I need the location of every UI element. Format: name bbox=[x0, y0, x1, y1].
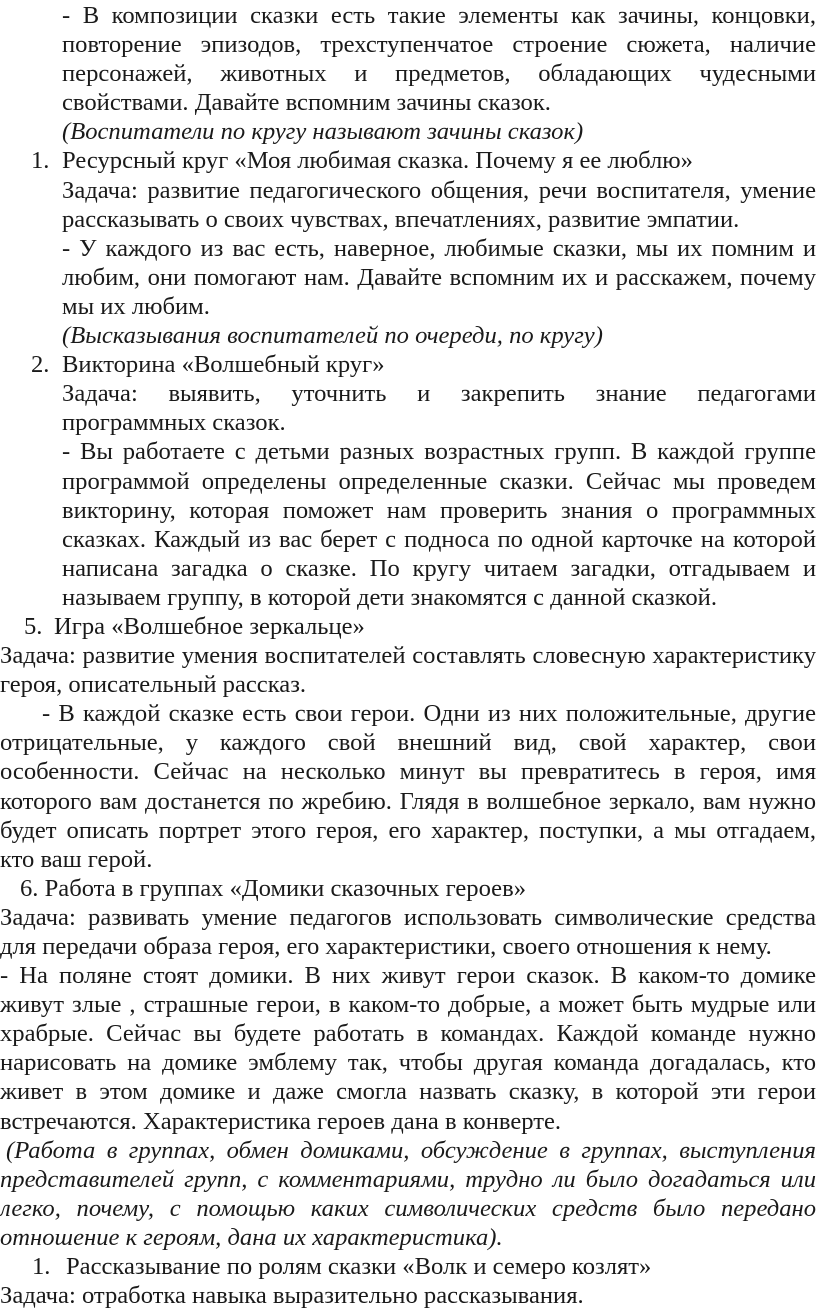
list-number: 1. bbox=[32, 1253, 51, 1281]
item5-task: Задача: развитие умения воспитателей составлять словесную характеристику героя, описательный рассказ. bbox=[0, 642, 816, 699]
list-item-title: Викторина «Волшебный круг» bbox=[62, 351, 385, 379]
intro-note: (Воспитатели по кругу называют зачины сказок) bbox=[62, 118, 584, 146]
item6-title: 6. Работа в группах «Домики сказочных героев» bbox=[20, 874, 527, 902]
item6-task: Задача: развивать умение педагогов использовать символические средства для передачи образа героя, его характеристики, своего отношения к нему. bbox=[0, 903, 816, 960]
item1-text: - У каждого из вас есть, наверное, любимые сказки, мы их помним и любим, они помогают нам. Давайте вспомним их и расскажем, почему мы их любим. bbox=[62, 234, 816, 320]
item6-note: (Работа в группах, обмен домиками, обсуждение в группах, выступления представителей групп, с комментариями, трудно ли было догадаться или легко, почему, с помощью каких символических средств было передано отношение к героям, дана их характеристика). bbox=[0, 1136, 816, 1251]
item7-task: Задача: отработка навыка выразительно рассказывания. bbox=[0, 1282, 584, 1310]
intro-paragraph: - В композиции сказки есть такие элементы как зачины, концовки, повторение эпизодов, трехступенчатое строение сюжета, наличие персонажей, животных и предметов, обладающих чудесными свойствами. Давайте вспомним зачины сказок. bbox=[62, 2, 816, 117]
item1-note: (Высказывания воспитателей по очереди, по кругу) bbox=[62, 322, 603, 350]
list-item-5 bbox=[0, 612, 816, 641]
item5-text: - В каждой сказке есть свои герои. Одни из них положительные, другие отрицательные, у каждого свой внешний вид, свой характер, свои особенности. Сейчас на несколько минут вы превратитесь в героя, имя которого вам достанется по жребию. Глядя в волшебное зеркало, вам нужно будет описать портрет этого героя, его характер, поступки, а мы отгадаем, кто ваш герой. bbox=[0, 700, 816, 873]
list-item-1 bbox=[0, 146, 816, 175]
item1-task: Задача: развитие педагогического общения, речи воспитателя, умение рассказывать о своих чувствах, впечатлениях, развитие эмпатии. bbox=[62, 176, 816, 233]
item2-text: - Вы работаете с детьми разных возрастных групп. В каждой группе программой определены определенные сказки. Сейчас мы проведем викторину, которая поможет нам проверить знания о программных сказках. Каждый из вас берет с подноса по одной карточке на которой написана загадка о сказке. По кругу читаем загадки, отгадываем и называем группу, в которой дети знакомятся с данной сказкой. bbox=[62, 438, 816, 611]
list-item-title: Игра «Волшебное зеркальце» bbox=[54, 612, 365, 640]
list-item-7 bbox=[0, 1252, 816, 1281]
item2-task: Задача: выявить, уточнить и закрепить знание педагогами программных сказок. bbox=[62, 380, 816, 437]
list-number: 1. bbox=[31, 147, 50, 175]
list-number: 2. bbox=[31, 351, 50, 379]
item6-text: - На поляне стоят домики. В них живут герои сказок. В каком-то домике живут злые , страшные герои, в каком-то добрые, а может быть мудрые или храбрые. Сейчас вы будете работать в командах. Каждой команде нужно нарисовать на домике эмблему так, чтобы другая команда догадалась, кто живет в этом домике и даже смогла назвать сказку, в которой эти герои встречаются. Характеристика героев дана в конверте. bbox=[0, 962, 816, 1135]
list-number: 5. bbox=[24, 612, 43, 640]
list-item-title: Рассказывание по ролям сказки «Волк и семеро козлят» bbox=[66, 1253, 652, 1281]
list-item-title: Ресурсный круг «Моя любимая сказка. Почему я ее люблю» bbox=[62, 147, 693, 175]
list-item-2 bbox=[0, 350, 816, 379]
